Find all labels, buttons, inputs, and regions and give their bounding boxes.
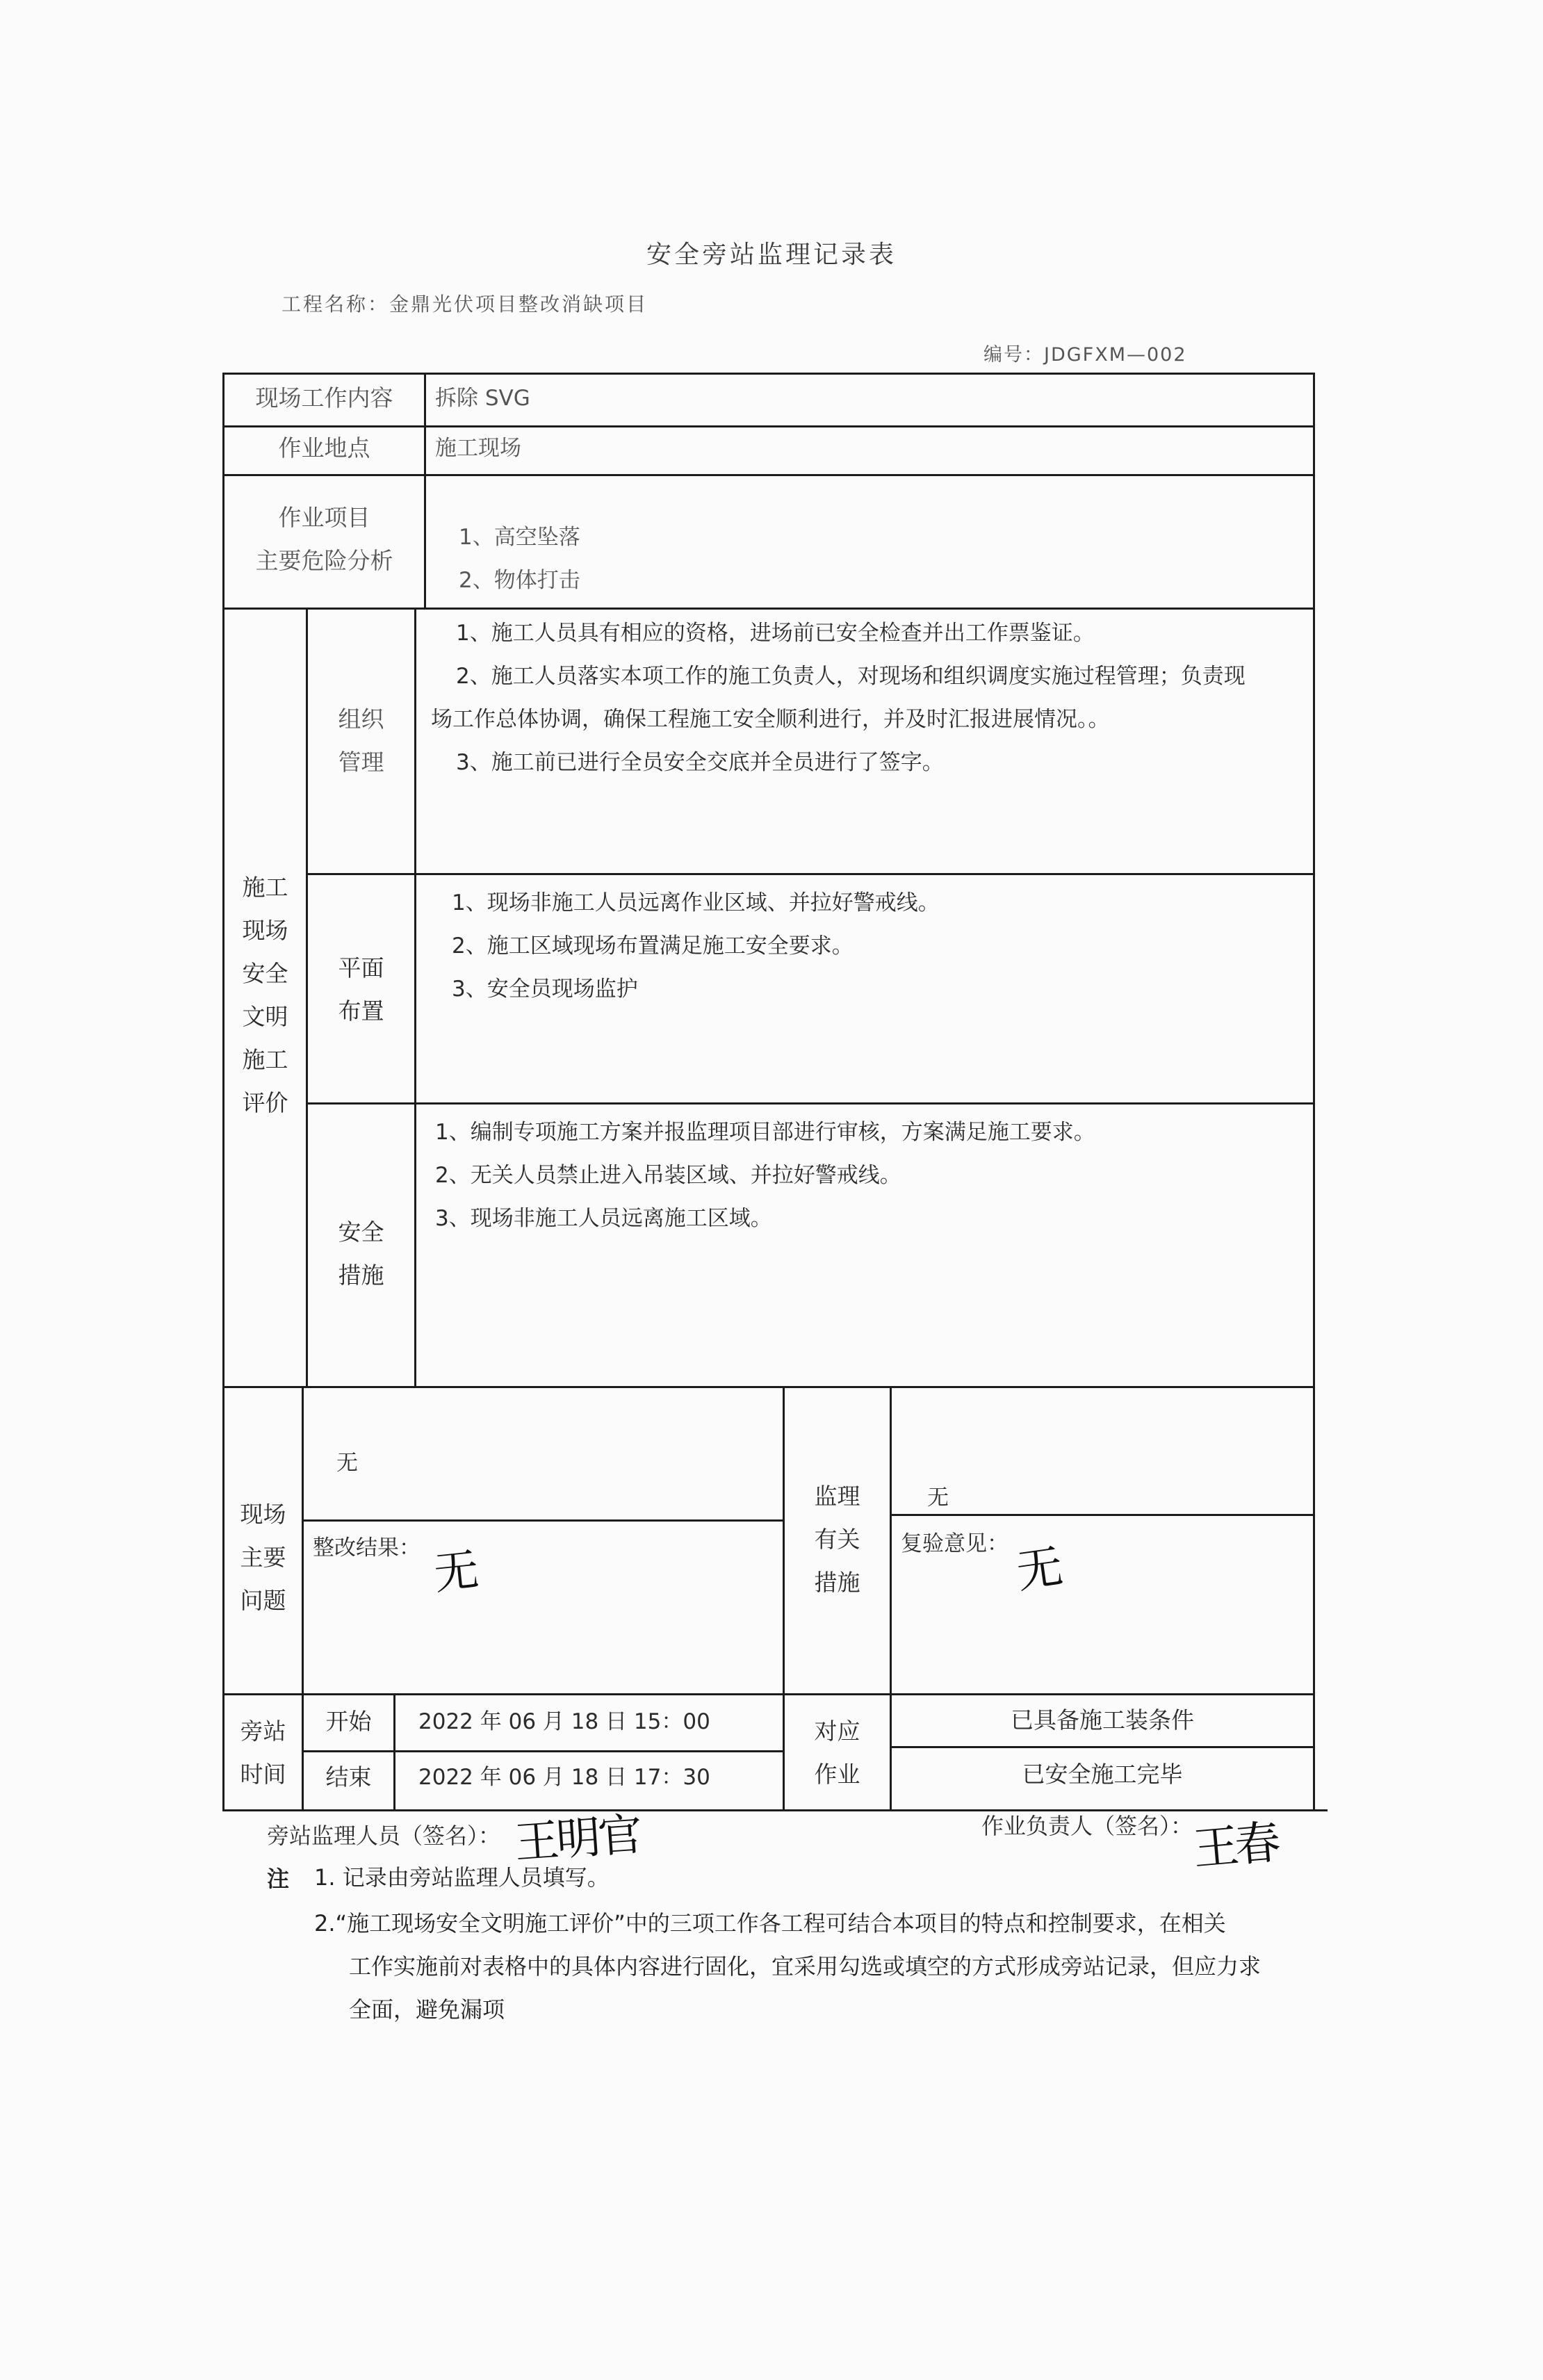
- document-title: 安全旁站监理记录表: [646, 241, 897, 269]
- supervision-label: 监理 有关 措施: [814, 1483, 860, 1596]
- time-label: 旁站 时间: [240, 1718, 286, 1788]
- hazard-item: 2、物体打击: [459, 568, 580, 593]
- end-time: 2022 年 06 月 18 日 17：30: [418, 1765, 710, 1790]
- safety-label: 安全 措施: [338, 1218, 384, 1289]
- rectify-label: 整改结果：: [313, 1535, 421, 1560]
- corresponding-work-label: 对应 作业: [814, 1718, 860, 1788]
- supervisor-signature: 王明官: [513, 1809, 642, 1870]
- hazard-list: [459, 516, 580, 602]
- review-label: 复验意见：: [901, 1531, 1009, 1556]
- work-content-label: 现场工作内容: [255, 384, 393, 411]
- rectify-handwritten-answer: 无: [431, 1544, 482, 1601]
- end-label: 结束: [325, 1763, 372, 1791]
- review-handwritten-answer: 无: [1013, 1539, 1066, 1599]
- safety-list: [435, 1111, 1095, 1240]
- organization-item: 场工作总体协调，确保工程施工安全顺利进行，并及时汇报进展情况。。: [431, 707, 1110, 732]
- leader-signature: 王春: [1191, 1815, 1279, 1877]
- layout-label: 平面 布置: [338, 954, 384, 1025]
- evaluation-group-label: 施工 现场 安全 文明 施工 评价: [242, 874, 288, 1116]
- supervisor-sign-label: 旁站监理人员（签名）：: [267, 1823, 501, 1849]
- location-value: 施工现场: [435, 436, 521, 461]
- organization-item: 3、施工前已进行全员安全交底并全员进行了签字。: [456, 750, 944, 775]
- issues-problem: 无: [336, 1451, 358, 1476]
- hazard-item: 1、高空坠落: [459, 525, 580, 550]
- start-time: 2022 年 06 月 18 日 15：00: [418, 1709, 710, 1734]
- corresponding-work-start: 已具备施工装条件: [1011, 1706, 1194, 1734]
- layout-item: 1、现场非施工人员远离作业区域、并拉好警戒线。: [452, 890, 940, 915]
- hazard-label: 作业项目 主要危险分析: [255, 504, 393, 574]
- layout-item: 3、安全员现场监护: [452, 977, 638, 1002]
- organization-item: 2、施工人员落实本项工作的施工负责人，对现场和组织调度实施过程管理；负责现: [456, 664, 1246, 689]
- organization-label: 组织 管理: [338, 706, 384, 776]
- note-2: 2.“施工现场安全文明施工评价”中的三项工作各工程可结合本项目的特点和控制要求，在相关 工作实施前对表格中的具体内容进行固化，宜采用勾选或填空的方式形成旁站记录，但应力求 全面，避免漏项: [314, 1910, 1262, 2023]
- safety-item: 2、无关人员禁止进入吊装区域、并拉好警戒线。: [435, 1163, 901, 1188]
- location-label: 作业地点: [278, 434, 370, 462]
- document-number: 编号：JDGFXM—002: [983, 344, 1187, 366]
- layout-list: [452, 881, 940, 1011]
- corresponding-work-end: 已安全施工完毕: [1022, 1761, 1183, 1788]
- organization-item: 1、施工人员具有相应的资格，进场前已安全检查并出工作票鉴证。: [456, 621, 1095, 646]
- layout-item: 2、施工区域现场布置满足施工安全要求。: [452, 934, 854, 959]
- issues-label: 现场 主要 问题: [240, 1501, 286, 1614]
- notes-prefix: 注: [267, 1866, 290, 1892]
- organization-list: [431, 612, 1246, 784]
- work-content-value: 拆除 SVG: [435, 386, 530, 411]
- project-name: 工程名称：金鼎光伏项目整改消缺项目: [281, 293, 648, 316]
- note-1: 1. 记录由旁站监理人员填写。: [314, 1864, 610, 1891]
- supervision-measures: 无: [927, 1485, 949, 1510]
- safety-item: 3、现场非施工人员远离施工区域。: [435, 1206, 772, 1231]
- safety-item: 1、编制专项施工方案并报监理项目部进行审核，方案满足施工要求。: [435, 1120, 1095, 1145]
- leader-sign-label: 作业负责人（签名）：: [981, 1813, 1193, 1839]
- start-label: 开始: [325, 1708, 372, 1735]
